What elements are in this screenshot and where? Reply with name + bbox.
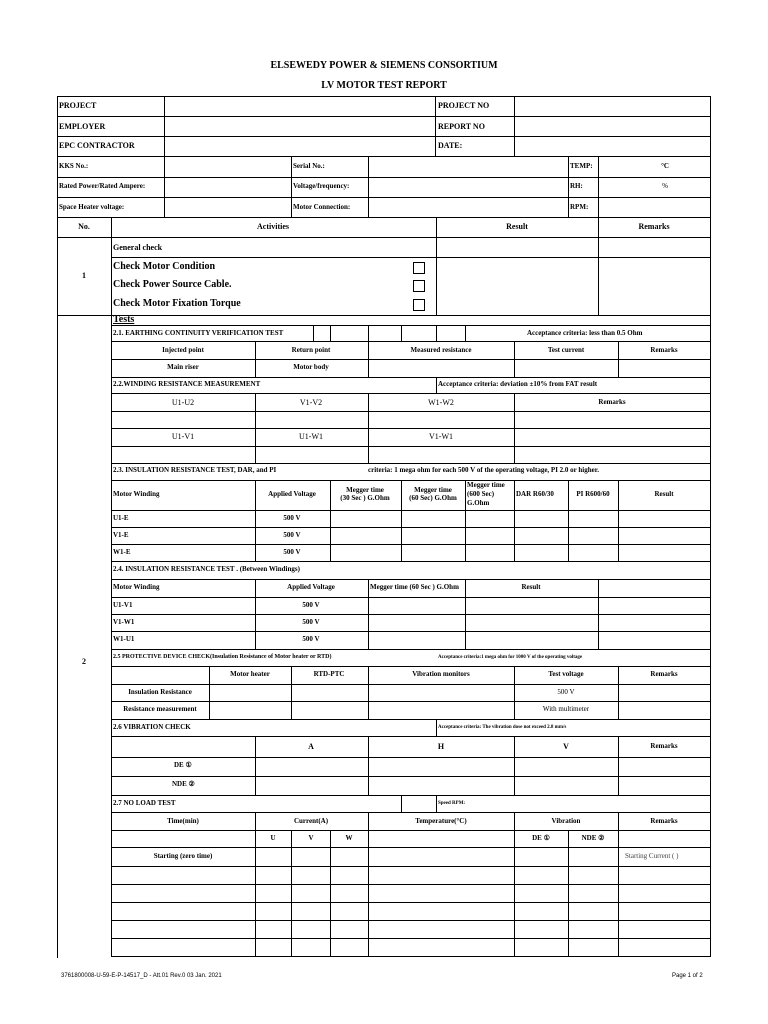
- s25-remarks: Remarks: [650, 670, 678, 678]
- col-result: Result: [506, 222, 528, 231]
- horizontal-rule: [111, 684, 711, 685]
- general-check: General check: [113, 243, 163, 252]
- horizontal-rule: [57, 237, 711, 238]
- checkbox[interactable]: [413, 280, 425, 292]
- vertical-rule: [514, 96, 515, 156]
- vertical-rule: [368, 393, 369, 463]
- rh-unit: %: [662, 182, 668, 190]
- s23-row-voltage: 500 V: [283, 531, 301, 539]
- vertical-rule: [368, 666, 369, 719]
- vertical-rule: [514, 812, 515, 956]
- s27-de: DE ①: [532, 834, 550, 842]
- vertical-rule: [465, 325, 466, 341]
- vertical-rule: [368, 579, 369, 649]
- s22-criteria: Acceptance criteria: deviation ±10% from FAT result: [438, 380, 598, 388]
- report-title: LV MOTOR TEST REPORT: [321, 80, 447, 91]
- s23-row-winding: V1-E: [113, 531, 129, 539]
- temp-label: TEMP:: [570, 162, 593, 170]
- vertical-rule: [255, 812, 256, 956]
- s27-speed: Speed RPM:: [438, 801, 466, 806]
- s27-temp: Temperature(°C): [415, 817, 467, 825]
- vertical-rule: [291, 830, 292, 956]
- s25-rtd: RTD-PTC: [313, 670, 345, 678]
- s22-v1w1: V1-W1: [429, 432, 453, 441]
- vertical-rule: [368, 812, 369, 956]
- s25-multimeter: With multimeter: [542, 705, 590, 713]
- horizontal-rule: [111, 544, 711, 545]
- s26-nde: NDE ②: [172, 780, 195, 788]
- s22-u1u2: U1-U2: [171, 398, 195, 407]
- s22-v1v2: V1-V2: [299, 398, 323, 407]
- s23-m600c: G.Ohm: [467, 499, 490, 507]
- horizontal-rule: [111, 719, 711, 720]
- horizontal-rule: [57, 136, 711, 137]
- s26-de: DE ①: [174, 761, 192, 769]
- vertical-rule: [568, 830, 569, 956]
- vertical-rule: [255, 480, 256, 561]
- vertical-rule: [710, 96, 711, 956]
- s23-winding: Motor Winding: [113, 490, 160, 498]
- vertical-rule: [465, 579, 466, 649]
- s27-time: Time(min): [167, 817, 199, 825]
- s26-a: A: [308, 742, 314, 751]
- checkbox[interactable]: [413, 299, 425, 311]
- connection-label: Motor Connection:: [293, 203, 351, 211]
- vertical-rule: [313, 325, 314, 341]
- vertical-rule: [401, 325, 402, 341]
- vertical-rule: [618, 480, 619, 561]
- section-1-no: 1: [82, 271, 86, 280]
- s23-applied: Applied Voltage: [268, 490, 316, 498]
- s21-motor-body: Motor body: [293, 363, 329, 371]
- vertical-rule: [368, 736, 369, 795]
- vertical-rule: [436, 217, 437, 315]
- horizontal-rule: [111, 428, 711, 429]
- s24-row-voltage: 500 V: [302, 618, 320, 626]
- s25-res: Resistance measurement: [123, 705, 197, 713]
- vertical-rule: [435, 96, 436, 156]
- vertical-rule: [568, 480, 569, 561]
- vertical-rule: [330, 325, 331, 341]
- vertical-rule: [255, 393, 256, 463]
- s25-ins: Insulation Resistance: [128, 688, 192, 696]
- s27-u: U: [270, 834, 276, 842]
- project-label: PROJECT: [59, 101, 97, 110]
- s27-remarks: Remarks: [650, 817, 678, 825]
- vertical-rule: [598, 217, 599, 315]
- horizontal-rule: [111, 830, 711, 831]
- vertical-rule: [514, 341, 515, 377]
- vertical-rule: [330, 830, 331, 956]
- s21-injected: Injected point: [162, 346, 204, 354]
- s23-m30a: Megger time: [346, 486, 384, 494]
- s23-dar: DAR R60/30: [516, 490, 554, 498]
- vertical-rule: [514, 736, 515, 795]
- vertical-rule: [209, 666, 210, 719]
- epc-label: EPC CONTRACTOR: [59, 141, 135, 150]
- s23-m600a: Megger time: [467, 481, 505, 489]
- s23-m60b: (60 Sec) G.Ohm: [409, 494, 457, 502]
- horizontal-rule: [111, 666, 711, 667]
- s23-m60a: Megger time: [414, 486, 452, 494]
- col-remarks: Remarks: [638, 222, 670, 231]
- s24-row-voltage: 500 V: [302, 601, 320, 609]
- horizontal-rule: [111, 510, 711, 511]
- kks-label: KKS No.:: [59, 162, 89, 170]
- vertical-rule: [598, 156, 599, 217]
- s24-winding: Motor Winding: [113, 583, 160, 591]
- horizontal-rule: [57, 156, 711, 157]
- s23-row-winding: U1-E: [113, 514, 129, 522]
- col-activities: Activities: [257, 222, 289, 231]
- vertical-rule: [368, 156, 369, 217]
- horizontal-rule: [111, 956, 711, 957]
- horizontal-rule: [111, 446, 711, 447]
- s25-title: 2.5 PROTECTIVE DEVICE CHECK(Insulation Resistance of Motor heater or RTD): [113, 654, 332, 660]
- horizontal-rule: [57, 217, 711, 218]
- horizontal-rule: [57, 315, 711, 316]
- vertical-rule: [618, 666, 619, 719]
- horizontal-rule: [57, 116, 711, 117]
- s21-return: Return point: [291, 346, 331, 354]
- horizontal-rule: [111, 776, 711, 777]
- s24-row-winding: V1-W1: [113, 618, 135, 626]
- horizontal-rule: [57, 96, 711, 97]
- rated-label: Rated Power/Rated Ampere:: [59, 182, 146, 190]
- vertical-rule: [401, 480, 402, 561]
- s21-title: 2.1. EARTHING CONTINUITY VERIFICATION TEST: [113, 329, 284, 337]
- org-title: ELSEWEDY POWER & SIEMENS CONSORTIUM: [270, 60, 498, 71]
- vertical-rule: [368, 341, 369, 377]
- s22-remarks: Remarks: [598, 398, 626, 406]
- vertical-rule: [57, 96, 58, 958]
- horizontal-rule: [111, 736, 711, 737]
- horizontal-rule: [111, 847, 711, 848]
- project-no-label: PROJECT NO: [438, 101, 490, 110]
- s23-title: 2.3. INSULATION RESISTANCE TEST, DAR, and PI: [113, 466, 277, 474]
- s24-row-voltage: 500 V: [302, 635, 320, 643]
- vertical-rule: [436, 719, 437, 736]
- vertical-rule: [514, 666, 515, 719]
- s24-row-winding: W1-U1: [113, 635, 135, 643]
- s21-main-riser: Main riser: [167, 363, 199, 371]
- horizontal-rule: [111, 701, 711, 702]
- vertical-rule: [514, 393, 515, 463]
- s23-row-voltage: 500 V: [283, 514, 301, 522]
- s23-m600b: (600 Sec): [467, 490, 495, 498]
- s23-m30b: (30 Sec ) G.Ohm: [340, 494, 390, 502]
- vertical-rule: [368, 325, 369, 341]
- s21-measured: Measured resistance: [410, 346, 472, 354]
- horizontal-rule: [111, 527, 711, 528]
- s24-applied: Applied Voltage: [287, 583, 335, 591]
- horizontal-rule: [111, 463, 711, 464]
- horizontal-rule: [111, 902, 711, 903]
- rpm-label: RPM:: [570, 203, 589, 211]
- horizontal-rule: [111, 812, 711, 813]
- s21-remarks: Remarks: [650, 346, 678, 354]
- s25-v500: 500 V: [557, 688, 575, 696]
- s27-title: 2.7 NO LOAD TEST: [113, 799, 176, 807]
- s23-criteria: criteria: 1 mega ohm for each 500 V of the operating voltage, PI 2.0 or higher.: [368, 466, 599, 474]
- horizontal-rule: [111, 866, 711, 867]
- s27-starting: Starting (zero time): [153, 852, 213, 860]
- temp-unit: °C: [661, 162, 669, 170]
- horizontal-rule: [111, 341, 711, 342]
- horizontal-rule: [111, 393, 711, 394]
- s23-row-winding: W1-E: [113, 548, 131, 556]
- footer-doc-ref: 3761800008-U-59-E-P-14517_D - Att.01 Rev.0 03 Jan. 2021: [61, 973, 222, 979]
- serial-label: Serial No.:: [293, 162, 325, 170]
- s26-remarks: Remarks: [650, 742, 678, 750]
- s22-w1w2: W1-W2: [428, 398, 454, 407]
- vertical-rule: [436, 377, 437, 393]
- vertical-rule: [598, 579, 599, 649]
- horizontal-rule: [111, 938, 711, 939]
- vertical-rule: [255, 736, 256, 795]
- vertical-rule: [164, 96, 165, 217]
- s25-vib: Vibration monitors: [412, 670, 470, 678]
- horizontal-rule: [111, 614, 711, 615]
- horizontal-rule: [111, 561, 711, 562]
- date-label: DATE:: [438, 141, 463, 150]
- report-no-label: REPORT NO: [438, 122, 485, 131]
- rh-label: RH:: [570, 182, 583, 190]
- horizontal-rule: [111, 411, 711, 412]
- s23-row-voltage: 500 V: [283, 548, 301, 556]
- horizontal-rule: [111, 257, 711, 258]
- s22-title: 2.2.WINDING RESISTANCE MEASUREMENT: [113, 380, 261, 388]
- heater-label: Space Heater voltage:: [59, 203, 125, 211]
- vertical-rule: [436, 325, 437, 341]
- horizontal-rule: [111, 649, 711, 650]
- s24-result: Result: [521, 583, 541, 591]
- s25-heater: Motor heater: [230, 670, 270, 678]
- horizontal-rule: [111, 795, 711, 796]
- footer-page: Page 1 of 2: [672, 973, 703, 979]
- s24-row-winding: U1-V1: [113, 601, 133, 609]
- horizontal-rule: [111, 884, 711, 885]
- horizontal-rule: [111, 631, 711, 632]
- vertical-rule: [255, 341, 256, 377]
- s23-result: Result: [654, 490, 674, 498]
- horizontal-rule: [111, 480, 711, 481]
- checkbox[interactable]: [413, 262, 425, 274]
- col-no: No.: [78, 222, 90, 231]
- s27-nde: NDE ②: [581, 834, 605, 842]
- s22-u1w1: U1-W1: [299, 432, 323, 441]
- s21-criteria: Acceptance criteria: less than 0.5 Ohm: [527, 329, 643, 337]
- vertical-rule: [111, 217, 112, 957]
- s26-title: 2.6 VIBRATION CHECK: [113, 723, 191, 731]
- s27-current: Current(A): [293, 817, 329, 825]
- check-item: Check Motor Fixation Torque: [113, 298, 241, 309]
- s27-v: V: [308, 834, 314, 842]
- vertical-rule: [618, 341, 619, 377]
- vertical-rule: [514, 480, 515, 561]
- s27-starting-current: Starting Current ( ): [625, 852, 679, 860]
- employer-label: EMPLOYER: [59, 122, 106, 131]
- horizontal-rule: [111, 579, 711, 580]
- vertical-rule: [401, 795, 402, 812]
- vertical-rule: [465, 480, 466, 561]
- vertical-rule: [618, 736, 619, 795]
- vertical-rule: [330, 480, 331, 561]
- vertical-rule: [255, 579, 256, 649]
- horizontal-rule: [111, 597, 711, 598]
- s24-megger: Megger time (60 Sec ) G.Ohm: [370, 583, 459, 591]
- s26-v: V: [563, 742, 569, 751]
- s27-w: W: [345, 834, 353, 842]
- s23-pi: PI R600/60: [576, 490, 610, 498]
- s22-u1v1: U1-V1: [171, 432, 195, 441]
- s21-current: Test current: [547, 346, 585, 354]
- horizontal-rule: [111, 757, 711, 758]
- horizontal-rule: [111, 920, 711, 921]
- vertical-rule: [291, 156, 292, 217]
- s25-testv: Test voltage: [548, 670, 584, 678]
- vertical-rule: [618, 812, 619, 956]
- horizontal-rule: [111, 377, 711, 378]
- s25-criteria: Acceptance criteria:1 mega ohm for 1000 V of the operating voltage: [438, 655, 583, 660]
- horizontal-rule: [111, 325, 711, 326]
- vertical-rule: [568, 156, 569, 217]
- check-item: Check Power Source Cable.: [113, 279, 232, 290]
- section-2-no: 2: [82, 657, 86, 666]
- vertical-rule: [436, 795, 437, 812]
- s26-criteria: Acceptance criteria: The vibration dose not exceed 2.8 mm/s: [438, 725, 567, 730]
- s24-title: 2.4. INSULATION RESISTANCE TEST . (Between Windings): [113, 565, 300, 573]
- horizontal-rule: [57, 177, 711, 178]
- voltage-label: Voltage/frequency:: [293, 182, 350, 190]
- horizontal-rule: [111, 359, 711, 360]
- check-item: Check Motor Condition: [113, 261, 216, 272]
- tests-heading: Tests: [113, 314, 135, 325]
- s27-vibration: Vibration: [551, 817, 581, 825]
- horizontal-rule: [57, 197, 711, 198]
- vertical-rule: [291, 666, 292, 719]
- s26-h: H: [437, 742, 445, 751]
